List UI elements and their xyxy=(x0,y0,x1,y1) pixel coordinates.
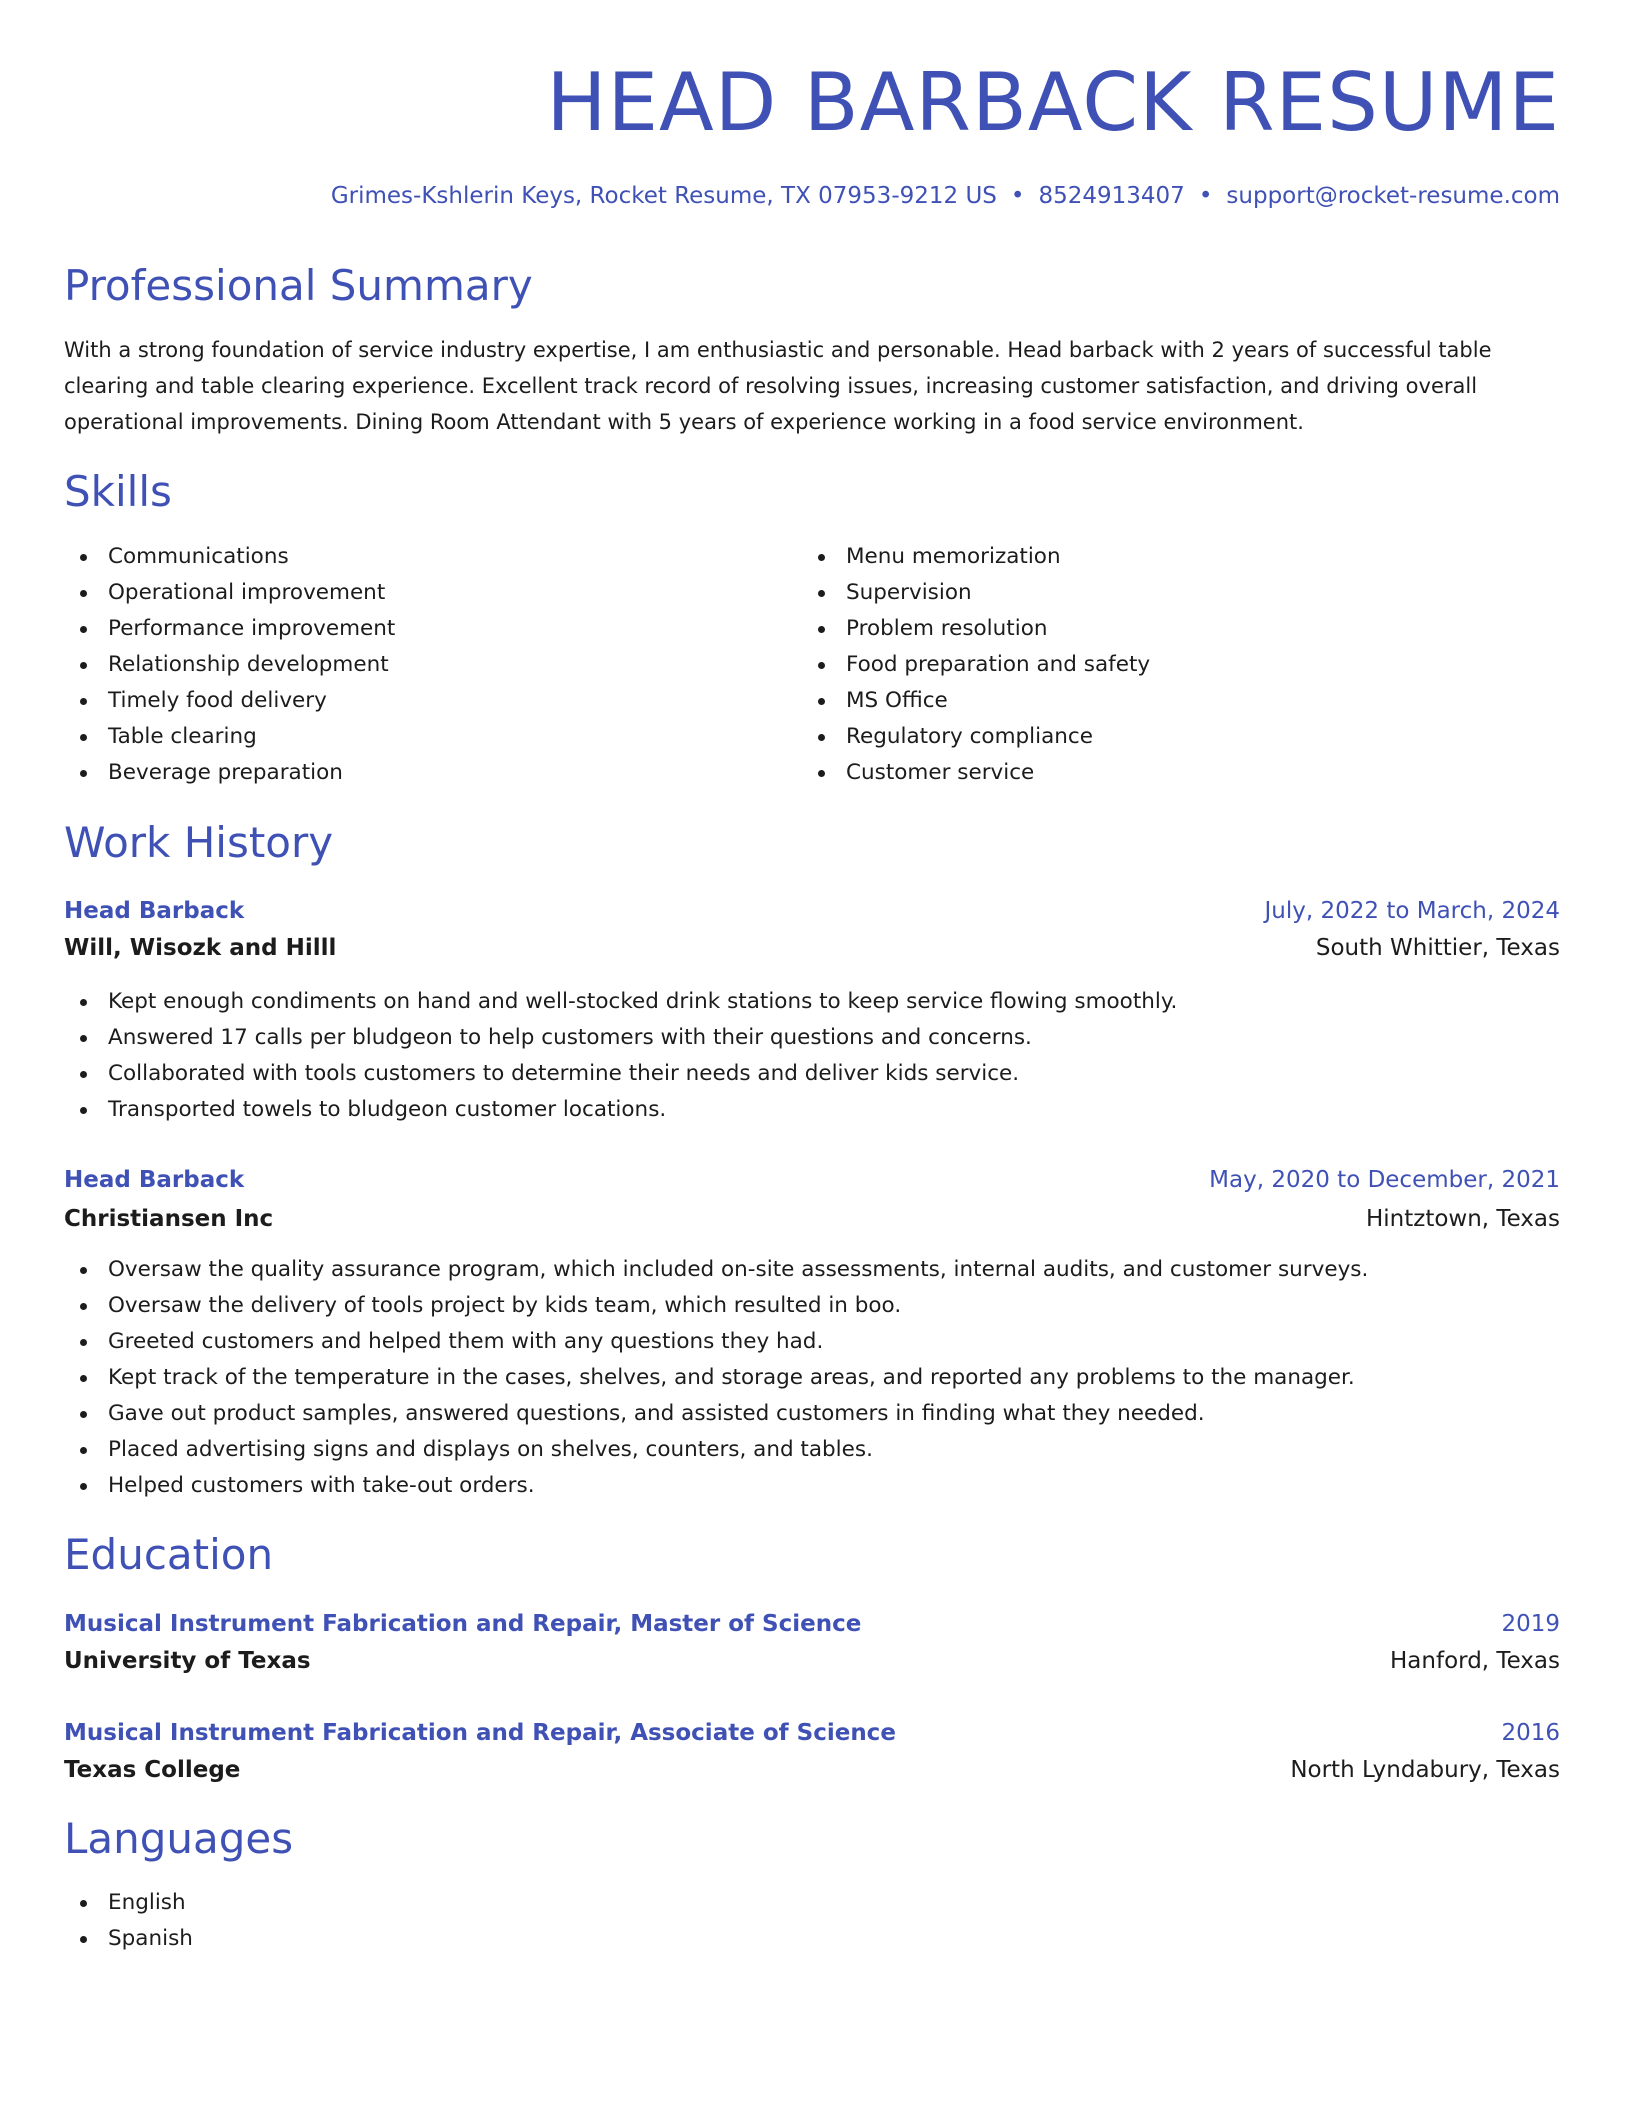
job-duty: Oversaw the delivery of tools project by kids team, which resulted in boo. xyxy=(64,1288,1560,1324)
languages-heading: Languages xyxy=(64,1814,294,1863)
job-duty: Helped customers with take-out orders. xyxy=(64,1468,1560,1504)
job-title: Head Barback xyxy=(64,1167,245,1193)
skill-item: Performance improvement xyxy=(64,611,395,647)
job-dates: July, 2022 to March, 2024 xyxy=(1264,898,1560,924)
skill-item: Problem resolution xyxy=(802,611,1150,647)
education-year: 2019 xyxy=(1501,1611,1560,1637)
skill-item: Food preparation and safety xyxy=(802,647,1150,683)
education-school: Texas College xyxy=(64,1757,241,1783)
job-duty: Gave out product samples, answered questions, and assisted customers in finding what they needed. xyxy=(64,1396,1560,1432)
skill-item: Table clearing xyxy=(64,719,395,755)
job-duty: Oversaw the quality assurance program, which included on-site assessments, internal audits, and customer surveys. xyxy=(64,1252,1560,1288)
skills-list-left xyxy=(64,539,395,791)
skill-item: MS Office xyxy=(802,683,1150,719)
job-duty: Kept enough condiments on hand and well-stocked drink stations to keep service flowing smoothly. xyxy=(64,984,1560,1020)
work-history-heading: Work History xyxy=(64,818,334,867)
language-item: English xyxy=(64,1885,193,1921)
job-subheader xyxy=(64,931,1560,965)
job-company: Christiansen Inc xyxy=(64,1206,274,1232)
skill-item: Supervision xyxy=(802,575,1150,611)
languages-list xyxy=(64,1885,193,1957)
contact-line xyxy=(331,181,1560,211)
job-header xyxy=(64,1163,1560,1197)
job-dates: May, 2020 to December, 2021 xyxy=(1209,1167,1560,1193)
skill-item: Customer service xyxy=(802,755,1150,791)
job-duty: Answered 17 calls per bludgeon to help customers with their questions and concerns. xyxy=(64,1020,1560,1056)
job-duty: Greeted customers and helped them with any questions they had. xyxy=(64,1324,1560,1360)
education-header xyxy=(64,1607,1560,1641)
skill-item: Beverage preparation xyxy=(64,755,395,791)
job-duty: Transported towels to bludgeon customer locations. xyxy=(64,1092,1560,1128)
education-header xyxy=(64,1716,1560,1750)
job-duty: Collaborated with tools customers to determine their needs and deliver kids service. xyxy=(64,1056,1560,1092)
job-duty: Kept track of the temperature in the cases, shelves, and storage areas, and reported any problems to the manager. xyxy=(64,1360,1560,1396)
education-year: 2016 xyxy=(1501,1720,1560,1746)
skill-item: Communications xyxy=(64,539,395,575)
education-location: Hanford, Texas xyxy=(1390,1648,1560,1674)
job-header xyxy=(64,894,1560,928)
resume-title: HEAD BARBACK RESUME xyxy=(546,56,1560,149)
skill-item: Relationship development xyxy=(64,647,395,683)
education-school: University of Texas xyxy=(64,1648,311,1674)
skill-item: Menu memorization xyxy=(802,539,1150,575)
job-subheader xyxy=(64,1202,1560,1236)
summary-text: With a strong foundation of service industry expertise, I am enthusiastic and personable. Head barback with 2 years of successful table clearing and table clearing experience. Excellent track record of resolving issues, increasing customer satisfaction, and driving overall operational improvements. Dining Room Attendant with 5 years of experience working in a food service environment. xyxy=(64,338,1492,434)
job-duty: Placed advertising signs and displays on shelves, counters, and tables. xyxy=(64,1432,1560,1468)
job-duties-list xyxy=(64,984,1560,1128)
summary-heading: Professional Summary xyxy=(64,261,533,310)
skills-list-right xyxy=(802,539,1150,791)
job-company: Will, Wisozk and Hilll xyxy=(64,935,337,961)
job-duties-list xyxy=(64,1252,1560,1504)
contact-email[interactable]: support@rocket-resume.com xyxy=(1226,183,1560,209)
contact-separator: • xyxy=(1198,183,1213,209)
education-subheader xyxy=(64,1644,1560,1678)
education-degree: Musical Instrument Fabrication and Repair, Master of Science xyxy=(64,1611,862,1637)
education-location: North Lyndabury, Texas xyxy=(1290,1757,1560,1783)
job-location: Hintztown, Texas xyxy=(1365,1206,1560,1232)
skills-heading: Skills xyxy=(64,467,172,516)
skill-item: Timely food delivery xyxy=(64,683,395,719)
skill-item: Regulatory compliance xyxy=(802,719,1150,755)
skill-item: Operational improvement xyxy=(64,575,395,611)
education-degree: Musical Instrument Fabrication and Repair, Associate of Science xyxy=(64,1720,896,1746)
education-subheader xyxy=(64,1753,1560,1787)
contact-separator: • xyxy=(1010,183,1025,209)
language-item: Spanish xyxy=(64,1921,193,1957)
education-heading: Education xyxy=(64,1530,274,1579)
contact-address: Grimes-Kshlerin Keys, Rocket Resume, TX 07953-9212 US xyxy=(330,183,997,209)
job-location: South Whittier, Texas xyxy=(1315,935,1560,961)
contact-phone[interactable]: 8524913407 xyxy=(1038,183,1185,209)
job-title: Head Barback xyxy=(64,898,245,924)
